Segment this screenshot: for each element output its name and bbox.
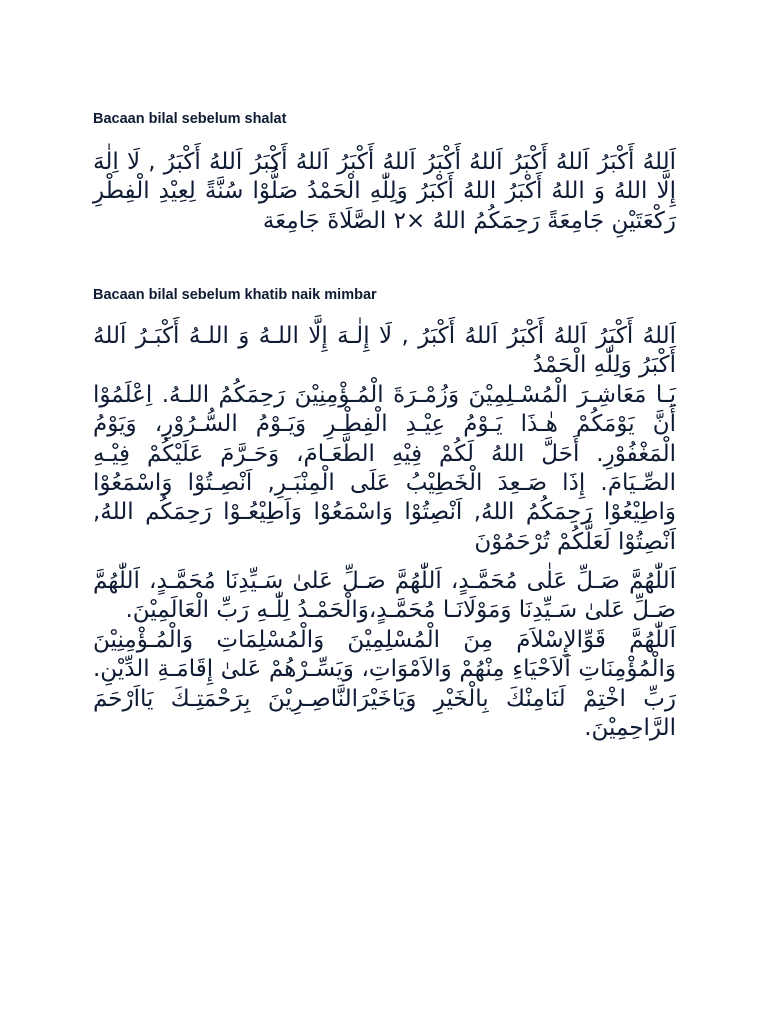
arabic-paragraph: يَـا مَعَاشِـرَ الْمُسْـلِمِيْنَ وَزُمْـرَةَ الْمُـؤْمِنِيْنَ رَحِمَكُمُ اللـهُ. اِعْلَمُوْا أَنَّ يَوْمَكُمْ هٰـذَا يَـوْمُ عِيْـدِ الْفِطْـرِ وَيَـوْمُ السُّـرُوْرِ، وَيَوْمُ الْمَغْفُوْرِ. أَحَلَّ اللهُ لَكُمْ فِيْهِ الطَّعَـامَ، وَحَـرَّمَ عَلَيْكُمْ فِيْـهِ الصِّـيَامَ. إِذَا صَـعِدَ الْخَطِيْبُ عَلَى الْمِنْبَـرِ, اَنْصِـتُوْا وَاسْمَعُوْا وَاطِيْعُوْا رَحِمَكُمُ اللهُ, اَنْصِتُوْا وَاسْمَعُوْا وَاَطِيْعُـوْا رَحِمَكُم اللهُ, اَنْصِتُوْا لَعَلَّكُمْ تُرْحَمُوْنَ <box>93 381 676 555</box>
arabic-paragraph: اَللهُ أَكْبَرُ اَللهُ أَكْبَرُ اَللهُ أَكْبَرُ , لَا إِلٰـهَ إِلَّا اللـهُ وَ اللـهُ أَكْبَـرُ اَللهُ أَكْبَرُ وَلِلّٰهِ الْحَمْدُ <box>93 323 676 379</box>
section-heading-before-prayer: Bacaan bilal sebelum shalat <box>93 111 287 127</box>
arabic-paragraph: اَللّٰهُمَّ قَوِّالإِسْلاَمَ مِنَ الْمُسْلِمِيْنَ وَالْمُسْلِمَاتِ وَالْمُـؤْمِنِيْنَ وَالْمُؤْمِنَاتِ اَلاَحْيَاءِ مِنْهُمْ وَالاَمْوَاتِ، وَيَسِّـرْهُمْ عَلىٰ إِقَامَـةِ الدِّيْنِ. رَبِّ اخْتِمْ لَنَامِنْكَ بِالْخَيْرِ وَيَاخَيْرَالنَّاصِـرِيْنَ بِرَحْمَتِـكَ يَااَرْحَمَ الرَّاحِمِيْنَ. <box>93 626 676 742</box>
section-heading-before-khatib: Bacaan bilal sebelum khatib naik mimbar <box>93 287 377 303</box>
arabic-paragraph: اَللهُ أَكْبَرُ اَللهُ أَكْبَرُ اَللهُ أَكْبَرُ اَللهُ أَكْبَرُ اَللهُ أَكْبَرُ اَللهُ أَكْبَرُ , لَا اِلٰهَ إِلَّا اللهُ وَ اللهُ أَكْبَرُ اللهُ أَكْبَرُ وَلِلّٰهِ الْحَمْدُ صَلُّوْا سُنَّةً لِعِيْدِ الْفِطْرِ رَكْعَتَيْنِ جَامِعَةً رَحِمَكُمُ اللهُ ×٢ الصَّلَاةَ جَامِعَة <box>93 149 676 234</box>
arabic-paragraph: اَللّٰهُمَّ صَـلِّ عَلٰى مُحَمَّـدٍ، اَللّٰهُمَّ صَـلِّ عَلىٰ سَـيِّدِنَا مُحَمَّـدٍ، اَللّٰهُمَّ صَـلِّ عَلىٰ سَـيِّدِنَا وَمَوْلَانَـا مُحَمَّـدٍ،وَالْحَمْـدُ لِلّٰـهِ رَبِّ الْعَالَمِيْنَ. <box>93 568 676 624</box>
arabic-text-before-khatib <box>93 322 676 557</box>
arabic-text-before-prayer <box>93 148 676 236</box>
arabic-prayer-text <box>93 567 676 743</box>
